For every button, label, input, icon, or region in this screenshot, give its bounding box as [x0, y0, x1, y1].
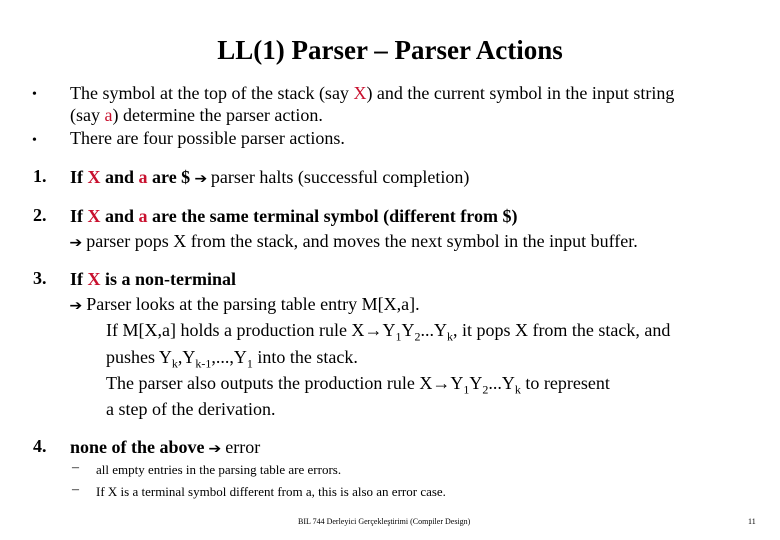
stack-symbol-x: X [87, 206, 101, 226]
text: The parser also outputs the production rule X [106, 373, 433, 393]
text: are $ [147, 167, 195, 187]
action-4 [70, 436, 260, 460]
text: parser pops X from the stack, and moves the next symbol in the input buffer. [81, 231, 638, 251]
text: , it pops X from the stack, and [452, 320, 671, 340]
footer-course: BIL 744 Derleyici Gerçekleştirimi (Compiler Design) [298, 517, 471, 526]
text: are the same terminal symbol (different from $) [147, 206, 518, 226]
action-3-line-4: pushes $Y_k,Y_{k-1},...,Y_1$ into the stack. [106, 347, 358, 371]
stack-symbol-x: X [87, 269, 101, 289]
action-3-number: 3. [33, 268, 47, 288]
implies-arrow-icon: ➔ [194, 171, 208, 187]
text: If [70, 167, 88, 187]
text: is a non-terminal [100, 269, 237, 289]
action-1 [70, 166, 469, 190]
dash-marker: – [72, 460, 79, 475]
text: If M[X,a] holds a production rule X [106, 320, 365, 340]
input-symbol-a: a [138, 206, 148, 226]
dash-marker: – [72, 482, 79, 497]
input-symbol-a: a [104, 105, 113, 125]
text: ) and the current symbol in the input string [366, 83, 675, 103]
text: and [100, 206, 139, 226]
stack-symbol-x: X [87, 167, 101, 187]
intro-bullet-1-line-1 [70, 82, 674, 104]
stack-symbol-x: X [353, 83, 367, 103]
text: (say [70, 105, 105, 125]
action-1-number: 1. [33, 166, 47, 186]
action-3-line-5: The parser also outputs the production rule $X\to Y_1Y_2...Y_k$ to represent [106, 373, 610, 397]
text: into the stack. [252, 347, 358, 367]
slide-title: LL(1) Parser – Parser Actions [217, 35, 563, 65]
implies-arrow-icon: ➔ [69, 235, 83, 251]
action-3-line-1 [70, 268, 236, 290]
text: The symbol at the top of the stack (say [70, 83, 354, 103]
action-2-line-2 [70, 230, 638, 254]
text: parser halts (successful completion) [206, 167, 470, 187]
bullet-marker: • [32, 133, 37, 148]
text: none of the above [70, 437, 209, 457]
bullet-marker: • [32, 87, 37, 102]
implies-arrow-icon: ➔ [69, 298, 83, 314]
action-4-sub-2: If X is a terminal symbol different from a, this is also an error case. [96, 484, 446, 499]
text: ) determine the parser action. [112, 105, 323, 125]
action-4-sub-1: all empty entries in the parsing table are errors. [96, 462, 342, 477]
text: If [70, 269, 88, 289]
right-arrow-symbol: → [364, 320, 383, 340]
action-3-line-3: If M[X,a] holds a production rule $X\to Y_1Y_2...Y_k$, it pops X from the stack, and [106, 320, 671, 344]
text: and [100, 167, 139, 187]
input-symbol-a: a [138, 167, 148, 187]
action-2-line-1 [70, 205, 517, 227]
action-3-line-6: a step of the derivation. [106, 399, 276, 419]
text: If [70, 206, 88, 226]
intro-bullet-1-line-2 [70, 104, 323, 126]
text: error [220, 437, 261, 457]
action-2-number: 2. [33, 205, 47, 225]
text: Parser looks at the parsing table entry M[X,a]. [81, 294, 420, 314]
right-arrow-symbol: → [432, 373, 451, 393]
implies-arrow-icon: ➔ [208, 441, 222, 457]
text: pushes Y [106, 347, 172, 367]
page-number: 11 [748, 517, 756, 526]
action-3-line-2 [70, 293, 420, 317]
text: to represent [520, 373, 610, 393]
intro-bullet-2: There are four possible parser actions. [70, 128, 345, 148]
action-4-number: 4. [33, 436, 47, 456]
